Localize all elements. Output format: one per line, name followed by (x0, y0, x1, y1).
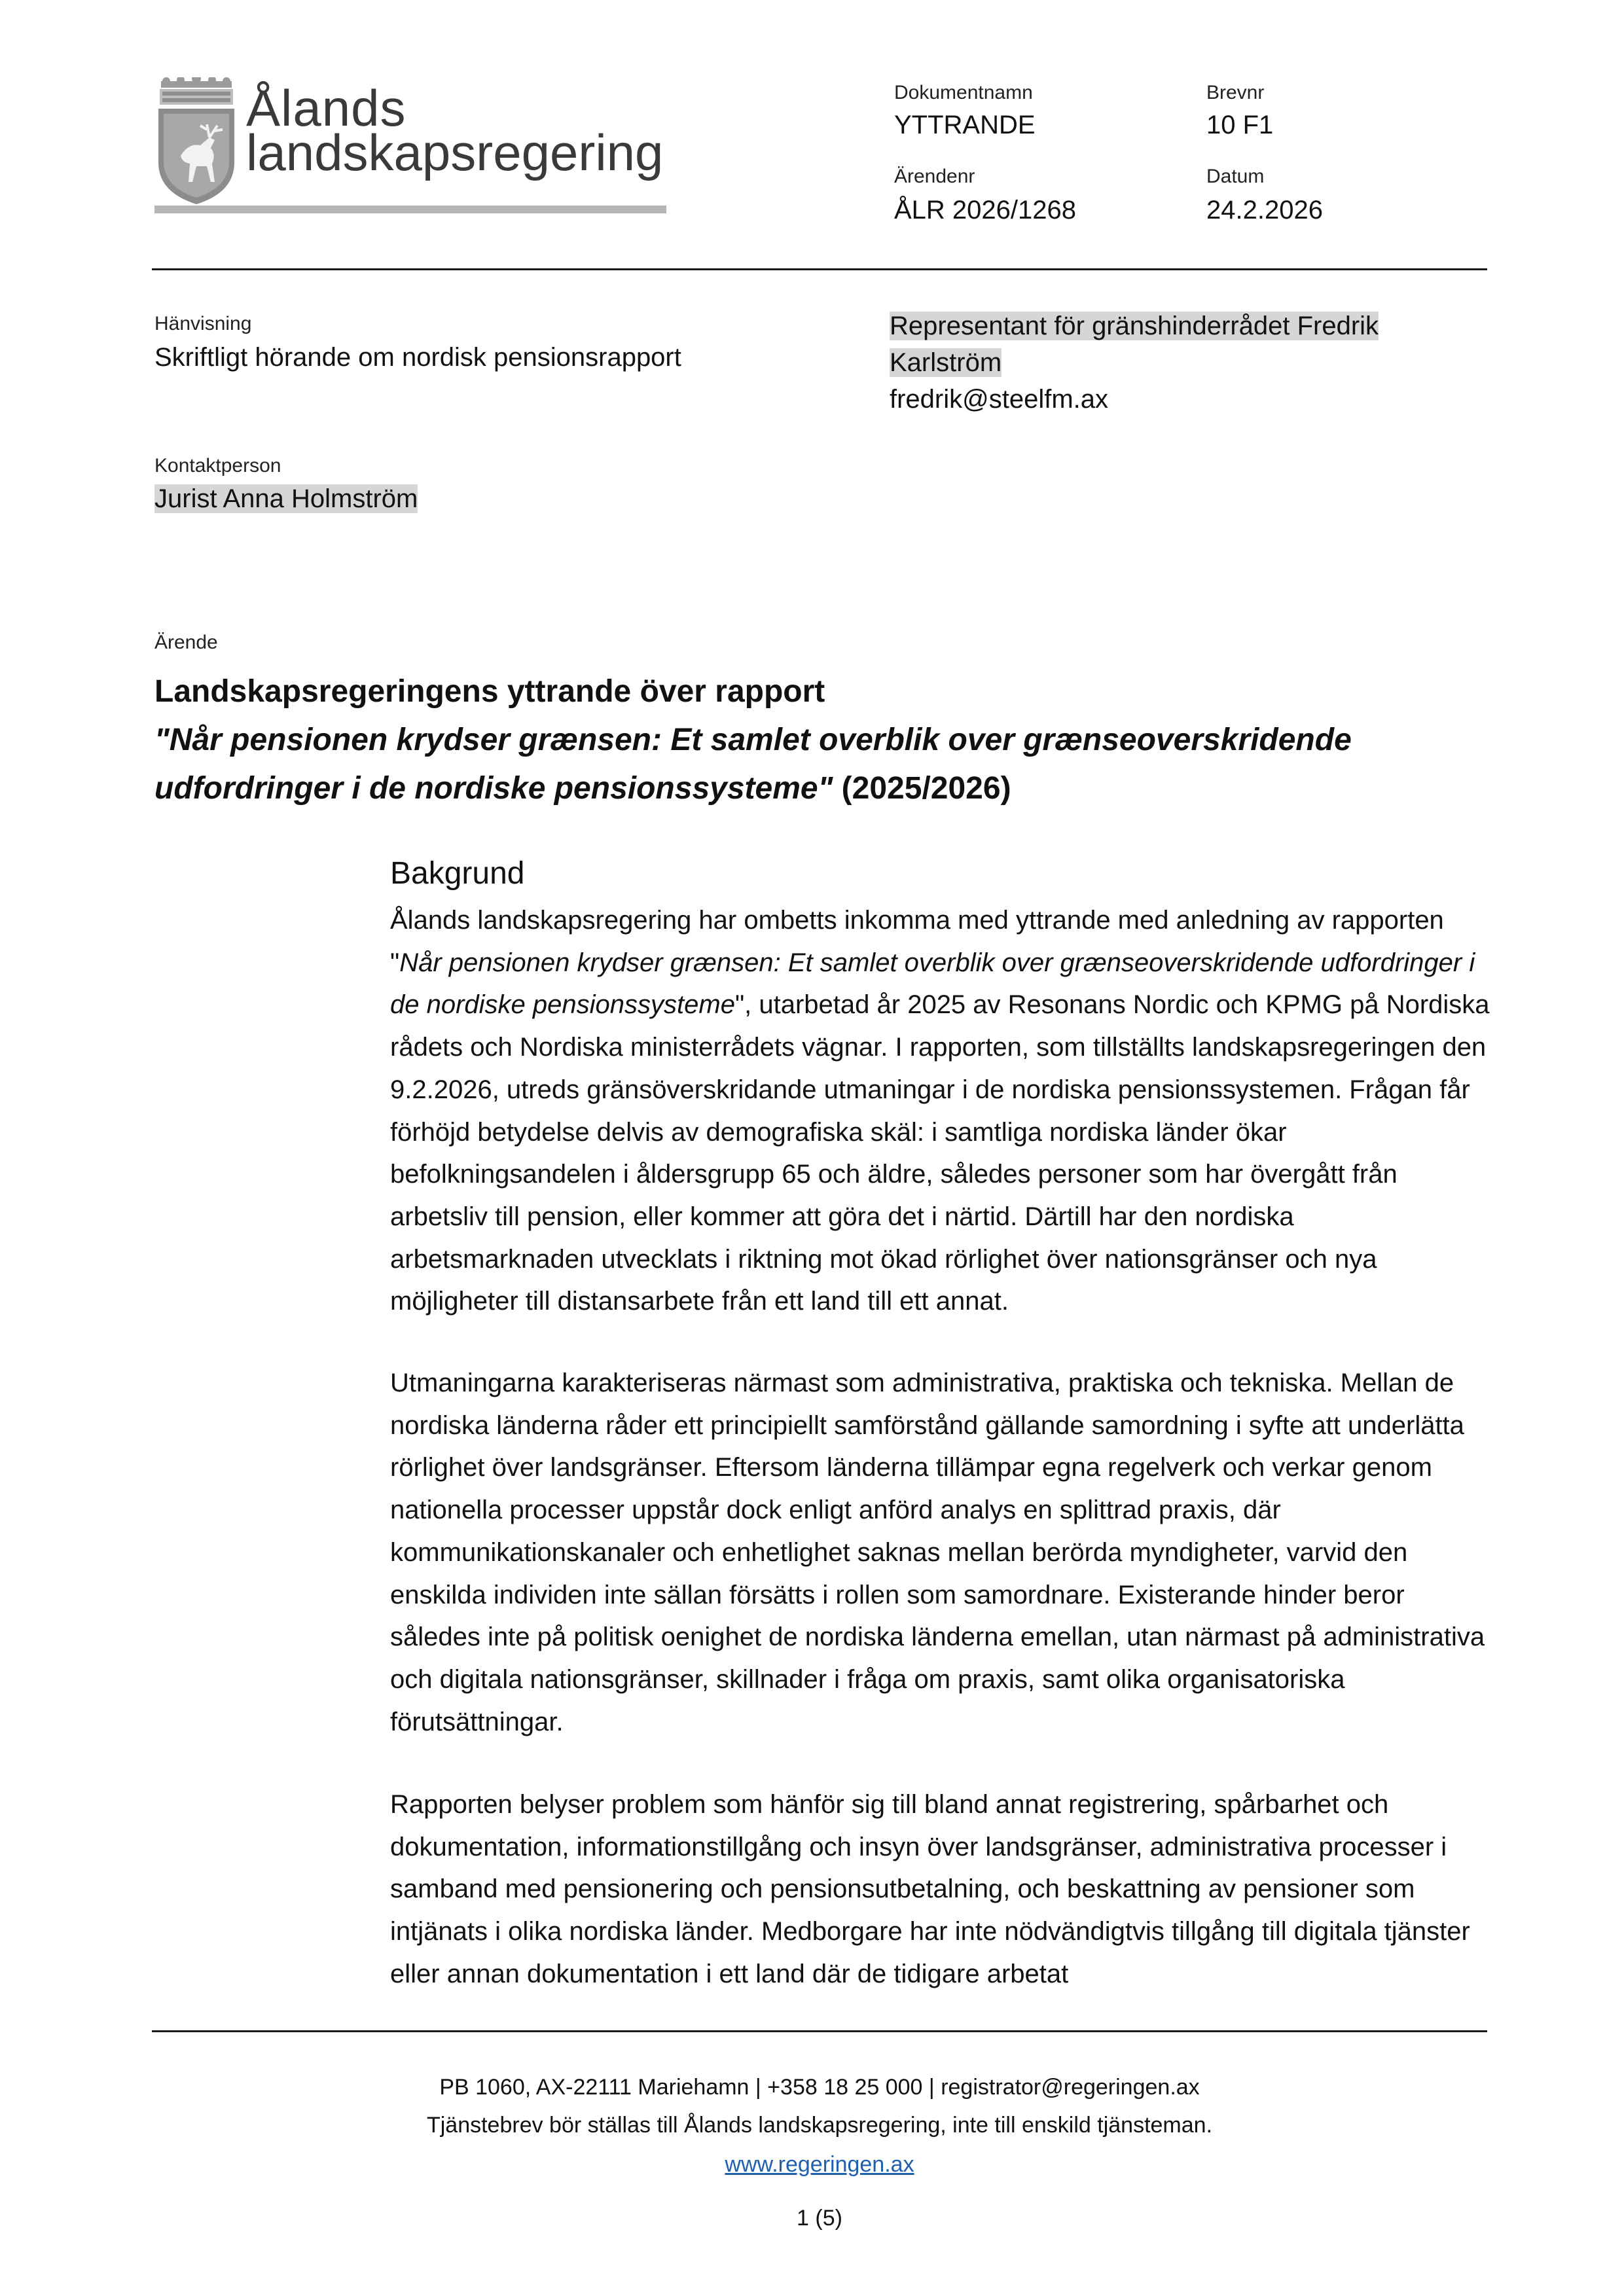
date-label: Datum (1206, 166, 1265, 187)
header-divider (152, 268, 1487, 270)
logo-underline (154, 206, 666, 213)
paragraph-3: Rapporten belyser problem som hänför sig till bland annat registrering, spårbarhet och dokumentation, informationstillgång och insyn över landsgränser, administrativa processer i samband med pensionering och pensionsutbetalning, och beskattning av pensioner som intjänats i olika nordiska länder. Medborgare har inte nödvändigtvis tillgång till digitala tjänster eller annan dokumentation i ett land där de tidigare arbetat (390, 1790, 1470, 1988)
recipient-name-line2: Karlström (890, 348, 1002, 377)
website-link[interactable]: www.regeringen.ax (725, 2152, 914, 2177)
paragraph-2: Utmaningarna karakteriseras närmast som administrativa, praktiska och tekniska. Mellan de nordiska länderna råder ett principiellt samförstånd gällande samordning i syfte att underlätta rörlighet över landsgränser. Eftersom länderna tillämpar egna regelverk och verkar genom nationella processer uppstår dock enligt anförd analys en splittrad praxis, där kommunikationskanaler och enhetlighet saknas mellan berörda myndigheter, varvid den enskilda individen inte sällan försätts i rollen som samordnare. Existerande hinder beror således inte på politisk oenighet de nordiska länderna emellan, utan närmast på administrativa och digitala nationsgränser, skillnader i fråga om praxis, samt olika organisatoriska förutsättningar. (390, 1369, 1485, 1736)
reference-value: Skriftligt hörande om nordisk pensionsrapport (154, 343, 681, 372)
footer-note: Tjänstebrev bör ställas till Ålands landskapsregering, inte till enskild tjänsteman. (426, 2113, 1213, 2138)
document-name-value: YTTRANDE (894, 111, 1036, 139)
reference-label: Hänvisning (154, 313, 252, 334)
organization-logo (154, 77, 666, 212)
logo-text-line1: Ålands (246, 79, 406, 137)
section-heading: Bakgrund (390, 856, 525, 891)
case-number-label: Ärendenr (894, 166, 975, 187)
case-title-line1: Landskapsregeringens yttrande över rapport (154, 674, 825, 709)
paragraph-1-rest: ", utarbetad år 2025 av Resonans Nordic och KPMG på Nordiska rådets och Nordiska ministerrådets vägnar. I rapporten, som tillställts landskapsregeringen den 9.2.2026, utreds gränsöverskridande utmaningar i de nordiska pensionssystemen. Frågan får förhöjd betydelse delvis av demografiska skäl: i samtliga nordiska länder ökar befolkningsandelen i åldersgrupp 65 och äldre, således personer som har övergått från arbetsliv till pension, eller kommer att göra det i närtid. Därtill har den nordiska arbetsmarknaden utvecklats i riktning mot ökad rörlighet över nationsgränser och nya möjligheter till distansarbete från ett land till ett annat. (390, 990, 1490, 1316)
logo-text-line2: landskapsregering (246, 124, 664, 181)
contact-person: Jurist Anna Holmström (154, 484, 418, 513)
case-label: Ärende (154, 632, 218, 653)
recipient-block (890, 308, 1479, 418)
paragraph-1 (390, 899, 1490, 1323)
contact-label: Kontaktperson (154, 455, 281, 476)
footer-website-row (152, 2148, 1487, 2181)
contact-value (154, 480, 418, 517)
case-report-title-part2: udfordringer i de nordiske pensionssysteme" (154, 771, 833, 806)
paragraph-1-start: Ålands landskapsregering har ombetts inkomma med yttrande med anledning av rapporten " (390, 906, 1444, 977)
case-title (154, 668, 1490, 813)
case-report-title-part1: "Når pensionen krydser grænsen: Et samlet overblik over grænseoverskridende (154, 723, 1352, 757)
page-number: 1 (5) (797, 2206, 842, 2231)
date-value: 24.2.2026 (1206, 196, 1323, 224)
letter-number-value: 10 F1 (1206, 111, 1274, 139)
case-number-value: ÅLR 2026/1268 (894, 196, 1077, 224)
document-name-label: Dokumentnamn (894, 82, 1033, 103)
letter-number-label: Brevnr (1206, 82, 1265, 103)
footer-divider (152, 2030, 1487, 2032)
paragraph-1-report-title: Når pensionen krydser grænsen: Et samlet overblik over grænseoverskridende udfordringer i de nordiske pensionssysteme (390, 948, 1475, 1020)
coat-of-arms-icon (154, 77, 238, 212)
case-year: (2025/2026) (833, 771, 1011, 806)
footer-address: PB 1060, AX-22111 Mariehamn | +358 18 25 000 | registrator@regeringen.ax (439, 2075, 1200, 2100)
recipient-name-line1: Representant för gränshinderrådet Fredrik (890, 312, 1379, 340)
recipient-email: fredrik@steelfm.ax (890, 385, 1109, 414)
